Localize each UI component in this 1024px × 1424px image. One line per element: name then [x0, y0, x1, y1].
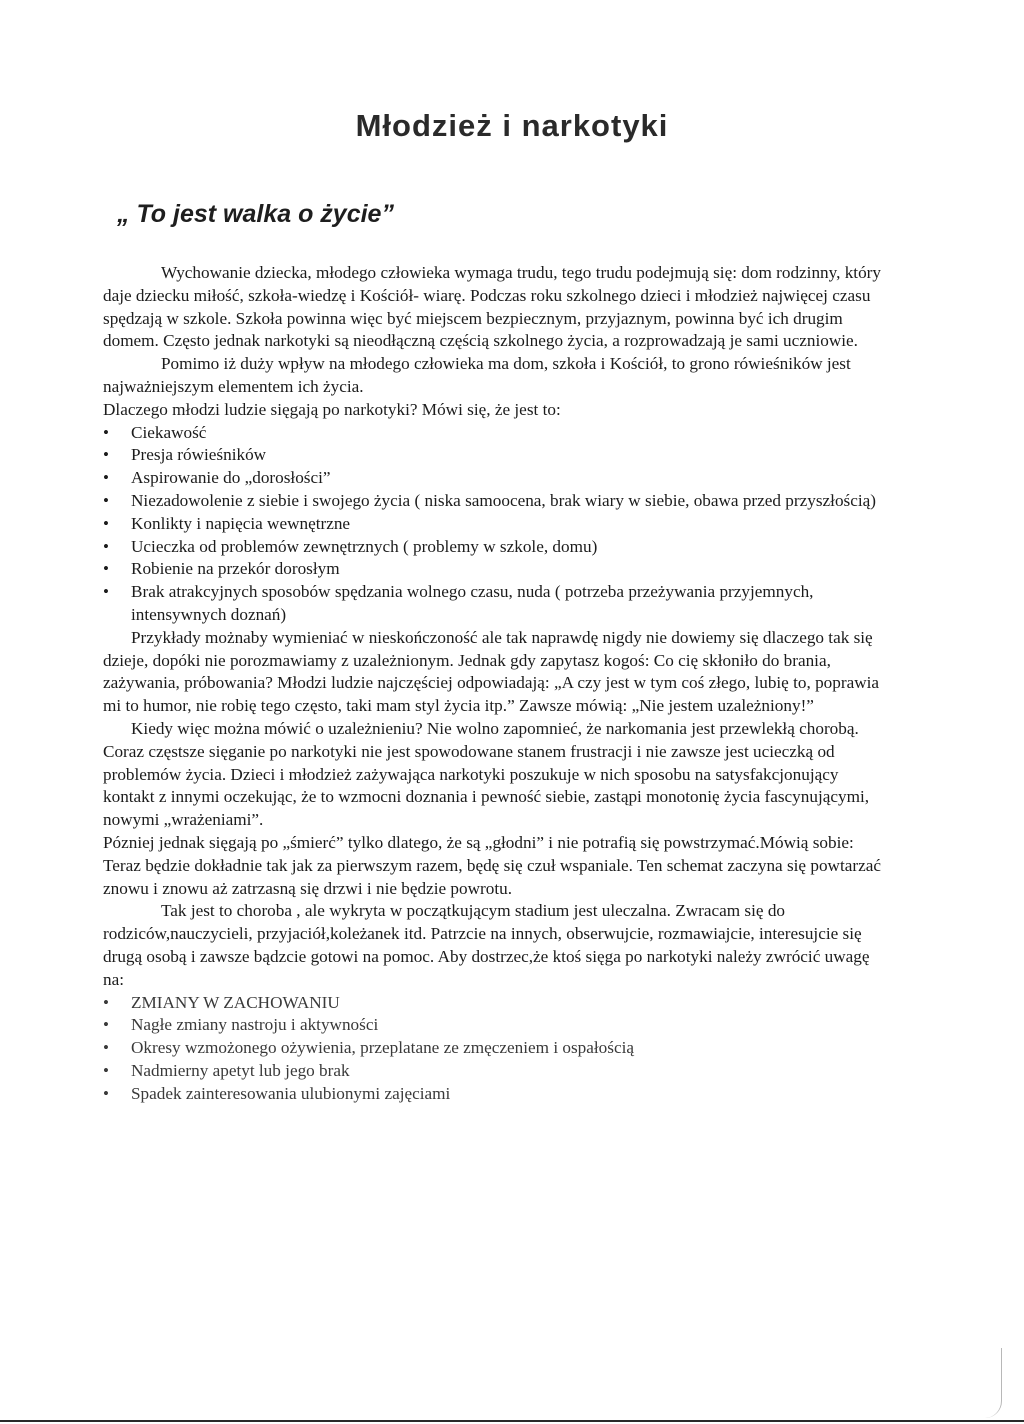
signs-list [103, 992, 893, 1106]
list-item: • Nadmierny apetyt lub jego brak [103, 1060, 893, 1083]
scan-bottom-edge [0, 1420, 1024, 1422]
list-item: • Robienie na przekór dorosłym [103, 558, 893, 581]
document-subtitle: „ To jest walka o życie” [117, 200, 394, 228]
list-item: • Spadek zainteresowania ulubionymi zajęciami [103, 1083, 893, 1106]
list-item: • Brak atrakcyjnych sposobów spędzania wolnego czasu, nuda ( potrzeba przeżywania przyjemnych, intensywnych doznań) [103, 581, 893, 627]
document-title: Młodzież i narkotyki [355, 108, 669, 143]
question-line: Dlaczego młodzi ludzie sięgają po narkotyki? Mówi się, że jest to: [103, 399, 561, 419]
list-item: • Presja rówieśników [103, 444, 893, 467]
reasons-list [103, 422, 893, 627]
page-curl-shadow [985, 1348, 1002, 1418]
paragraph: Pomimo iż duży wpływ na młodego człowieka ma dom, szkoła i Kościół, to grono rówieśników jest najważniejszym elementem ich życia. [103, 354, 851, 396]
paragraph: Tak jest to choroba , ale wykryta w początkującym stadium jest uleczalna. Zwracam się do rodziców,nauczycieli, przyjaciół,koleżanek itd. Patrzcie na innych, obserwujcie, rozmawiajcie, interesujcie się drugą osobą i zawsze bądzcie gotowi na pomoc. Aby dostrzec,że ktoś sięga po narkotyki należy zwrócić uwagę na: [103, 901, 870, 989]
list-item: • Konlikty i napięcia wewnętrzne [103, 513, 893, 536]
paragraph: Przykłady możnaby wymieniać w nieskończoność ale tak naprawdę nigdy nie dowiemy się dlaczego tak się dzieje, dopóki nie porozmawiamy z uzależnionym. Jednak gdy zapytasz kogoś: Co cię skłoniło do brania, zażywania, próbowania? Młodzi ludzie najczęściej odpowiadają: „A czy jest w tym coś złego, lubię to, poprawia mi to humor, nie robię tego często, taki mam styl życia itp.” Zawsze mówią: „Nie jestem uzależniony!” [103, 627, 880, 716]
list-item: • Okresy wzmożonego ożywienia, przeplatane ze zmęczeniem i ospałością [103, 1037, 893, 1060]
list-item: • Nagłe zmiany nastroju i aktywności [103, 1014, 893, 1037]
list-item: • Niezadowolenie z siebie i swojego życia ( niska samoocena, brak wiary w siebie, obawa przed przyszłością) [103, 490, 893, 513]
list-item: • Ciekawość [103, 422, 893, 445]
paragraph: Pózniej jednak sięgają po „śmierć” tylko dlatego, że są „głodni” i nie potrafią się powstrzymać.Mówią sobie: Teraz będzie dokładnie tak jak za pierwszym razem, będę się czuł wspaniale. Ten schemat zaczyna się powtarzać znowu i znowu aż zatrzasną się drzwi i nie będzie powrotu. [103, 832, 881, 898]
list-item: • Ucieczka od problemów zewnętrznych ( problemy w szkole, domu) [103, 536, 893, 559]
paragraph: Wychowanie dziecka, młodego człowieka wymaga trudu, tego trudu podejmują się: dom rodzinny, który daje dziecku miłość, szkoła-wiedzę i Kościół- wiarę. Podczas roku szkolnego dzieci i młodzież najwięcej czasu spędzają w szkole. Szkoła powinna więc być miejscem bezpiecznym, przyjaznym, powinna być ich drugim domem. Często jednak narkotyki są nieodłączną częścią szkolnego życia, a rozprowadzają je sami uczniowie. [103, 263, 881, 351]
paragraph: Kiedy więc można mówić o uzależnieniu? Nie wolno zapomnieć, że narkomania jest przewlekłą chorobą. Coraz częstsze sięganie po narkotyki nie jest spowodowane stanem frustracji i nie zawsze jest ucieczką od problemów życia. Dzieci i młodzież zażywająca narkotyki poszukuje w nich sposobu na satysfakcjonujący kontakt z innymi oczekując, że to wzmocni doznania i pewność siebie, zastąpi monotonię życia fascynującymi, nowymi „wrażeniami”. [103, 718, 870, 830]
document-body [103, 262, 893, 1105]
list-item: • ZMIANY W ZACHOWANIU [103, 992, 893, 1015]
list-item: • Aspirowanie do „dorosłości” [103, 467, 893, 490]
